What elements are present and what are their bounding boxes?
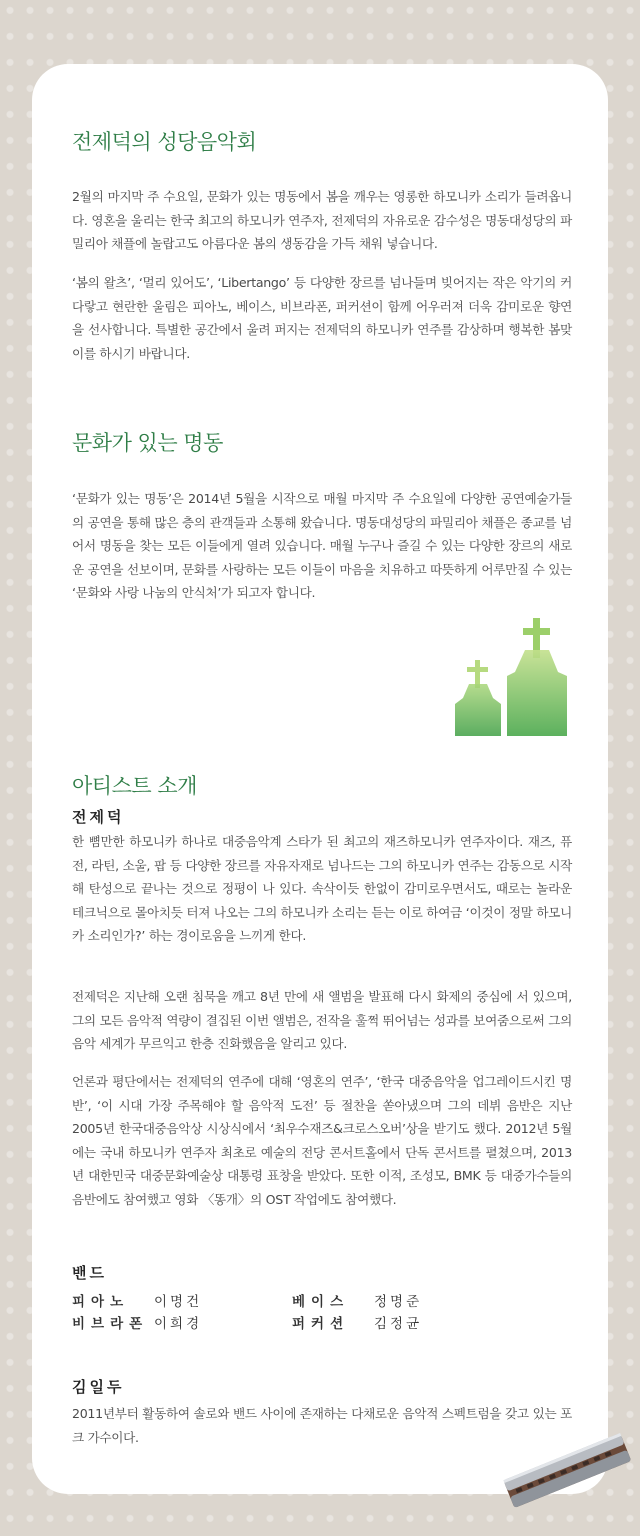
artist1-bio-paragraph-3: 언론과 평단에서는 전제덕의 연주에 대해 ‘영혼의 연주’, ‘한국 대중음악을 업그레이드시킨 명반’, ‘이 시대 가장 주목해야 할 음악적 도전’ 등 절찬을 쏟아냈으며 그의 데뷔 음반은 지난 2005년 한국대중음악상 시상식에서 ‘최우수재즈&크로스오버’상을 받기도 했다. 2012년 5월에는 국내 하모니카 연주자 최초로 예술의 전당 콘서트홀에서 단독 콘서트를 펼쳤으며, 2013년 대한민국 대중문화예술상 대통령 표창을 받았다. 또한 이적, 조성모, BMK 등 대중가수들의 음반에도 참여했고 영화 〈똥개〉의 OST 작업에도 참여했다.: [72, 1074, 572, 1207]
band-member-percussion: [292, 1312, 422, 1332]
artist-name-jeon-jedeok: 전제덕: [72, 808, 125, 826]
culture-paragraph: ‘문화가 있는 명동’은 2014년 5월을 시작으로 매월 마지막 주 수요일에 다양한 공연예술가들의 공연을 통해 많은 층의 관객들과 소통해 왔습니다. 명동대성당의 파밀리아 채플은 종교를 넘어서 명동을 찾는 모든 이들에게 열려 있습니다. 매월 누구나 즐길 수 있는 다양한 장르의 새로운 공연을 선보이며, 문화를 사랑하는 모든 이들이 마음을 치유하고 따뜻하게 어루만질 수 있는 ‘문화와 사랑 나눔의 안식처’가 되고자 합니다.: [72, 491, 572, 600]
artist2-bio-paragraph: 2011년부터 활동하여 솔로와 밴드 사이에 존재하는 다채로운 음악적 스펙트럼을 갖고 있는 포크 가수이다.: [72, 1406, 572, 1445]
section-title-concert: 전제덕의 성당음악회: [72, 130, 257, 154]
artist1-bio-paragraph-1: 한 뼘만한 하모니카 하나로 대중음악계 스타가 된 최고의 재즈하모니카 연주자이다. 재즈, 퓨전, 라틴, 소울, 팝 등 다양한 장르를 자유자재로 넘나드는 그의 하모니카 연주는 감동으로 시작해 탄성으로 끝나는 것으로 정평이 나 있다. 속삭이듯 한없이 감미로우면서도, 때로는 놀라운 테크닉으로 몰아치듯 터져 나오는 그의 하모니카 소리는 듣는 이로 하여금 ‘이것이 정말 하모니카 소리인가?’ 하는 경이로움을 느끼게 한다.: [72, 834, 572, 943]
concert-program-paragraph: ‘봄의 왈츠’, ‘멀리 있어도’, ‘Libertango’ 등 다양한 장르를 넘나들며 빚어지는 작은 악기의 커다랗고 현란한 울림은 피아노, 베이스, 비브라폰, 퍼커션이 함께 어우러져 더욱 감미로운 향연을 선사합니다. 특별한 공간에서 울려 퍼지는 전제덕의 하모니카 연주를 감상하며 행복한 봄맞이를 하시기 바랍니다.: [72, 275, 572, 361]
band-member-name: 이희경: [154, 1316, 203, 1332]
band-role: 베이스: [292, 1294, 350, 1310]
band-member-bass: [292, 1290, 422, 1310]
band-title: 밴드: [72, 1264, 107, 1282]
artist1-bio-paragraph-2: 전제덕은 지난해 오랜 침묵을 깨고 8년 만에 새 앨범을 발표해 다시 화제의 중심에 서 있으며, 그의 모든 음악적 역량이 결집된 이번 앨범은, 전작을 훌쩍 뛰어넘는 성과를 보여줌으로써 그의 음악 세계가 무르익고 한층 진화했음을 알리고 있다.: [72, 989, 572, 1051]
artist-name-kim-ildu: 김일두: [72, 1378, 125, 1396]
band-role: 퍼커션: [292, 1316, 350, 1332]
concert-intro-paragraph: 2월의 마지막 주 수요일, 문화가 있는 명동에서 봄을 깨우는 영롱한 하모니카 소리가 들려옵니다. 영혼을 울리는 한국 최고의 하모니카 연주자, 전제덕의 자유로운 감수성은 명동대성당의 파밀리아 채플에 놀랍고도 아름다운 봄의 생동감을 가득 채워 넣습니다.: [72, 189, 572, 251]
band-member-name: 김정균: [374, 1316, 423, 1332]
band-role: 피아노: [72, 1294, 130, 1310]
band-member-piano: [72, 1290, 202, 1310]
band-member-name: 정명준: [374, 1294, 423, 1310]
church-towers-illustration: [455, 612, 585, 744]
section-title-culture: 문화가 있는 명동: [72, 431, 223, 455]
band-member-name: 이명건: [154, 1294, 203, 1310]
band-member-vibraphone: [72, 1312, 202, 1332]
harmonica-illustration: [496, 1432, 636, 1512]
section-title-artists: 아티스트 소개: [72, 774, 197, 798]
band-role: 비브라폰: [72, 1316, 149, 1332]
